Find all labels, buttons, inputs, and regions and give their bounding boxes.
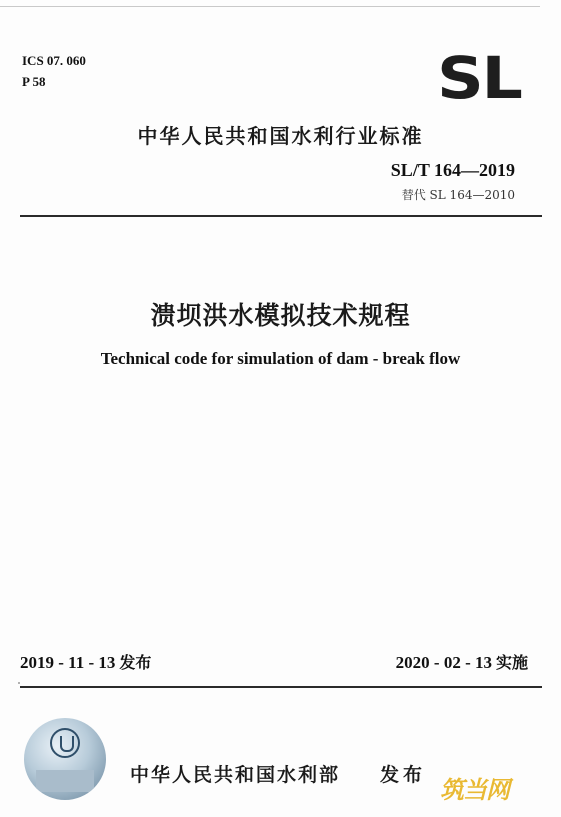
issue-date: [20, 650, 151, 673]
issue-date-label: 发布: [119, 653, 152, 672]
header-divider: [20, 215, 542, 217]
standard-type: 中华人民共和国水利行业标准: [137, 124, 424, 148]
water-emblem-icon: [50, 728, 80, 758]
watermark-logo: 筑当网: [440, 776, 509, 804]
publisher-name: 中华人民共和国水利部: [130, 764, 341, 786]
scan-dot: [18, 668, 26, 676]
footer-divider: [20, 686, 542, 688]
publish-label: 发布: [380, 764, 427, 786]
implementation-date-value: 2020 - 02 - 13: [395, 653, 492, 672]
implementation-date: [396, 650, 528, 673]
classification-code: P 58: [22, 74, 46, 89]
hologram-seal: [24, 718, 106, 800]
sl-logo: SL: [437, 44, 521, 112]
top-edge-line: [0, 6, 540, 7]
title-chinese: 溃坝洪水模拟技术规程: [150, 301, 411, 330]
standard-number: SL/T 164—2019: [390, 160, 515, 180]
ics-code: ICS 07. 060: [22, 53, 86, 68]
implementation-date-label: 实施: [495, 653, 528, 672]
replaces-standard: 替代 SL 164—2010: [401, 188, 515, 202]
issue-date-value: 2019 - 11 - 13: [20, 653, 116, 672]
title-english: Technical code for simulation of dam - break flow: [100, 349, 461, 368]
hologram-serial-band: [36, 770, 94, 792]
